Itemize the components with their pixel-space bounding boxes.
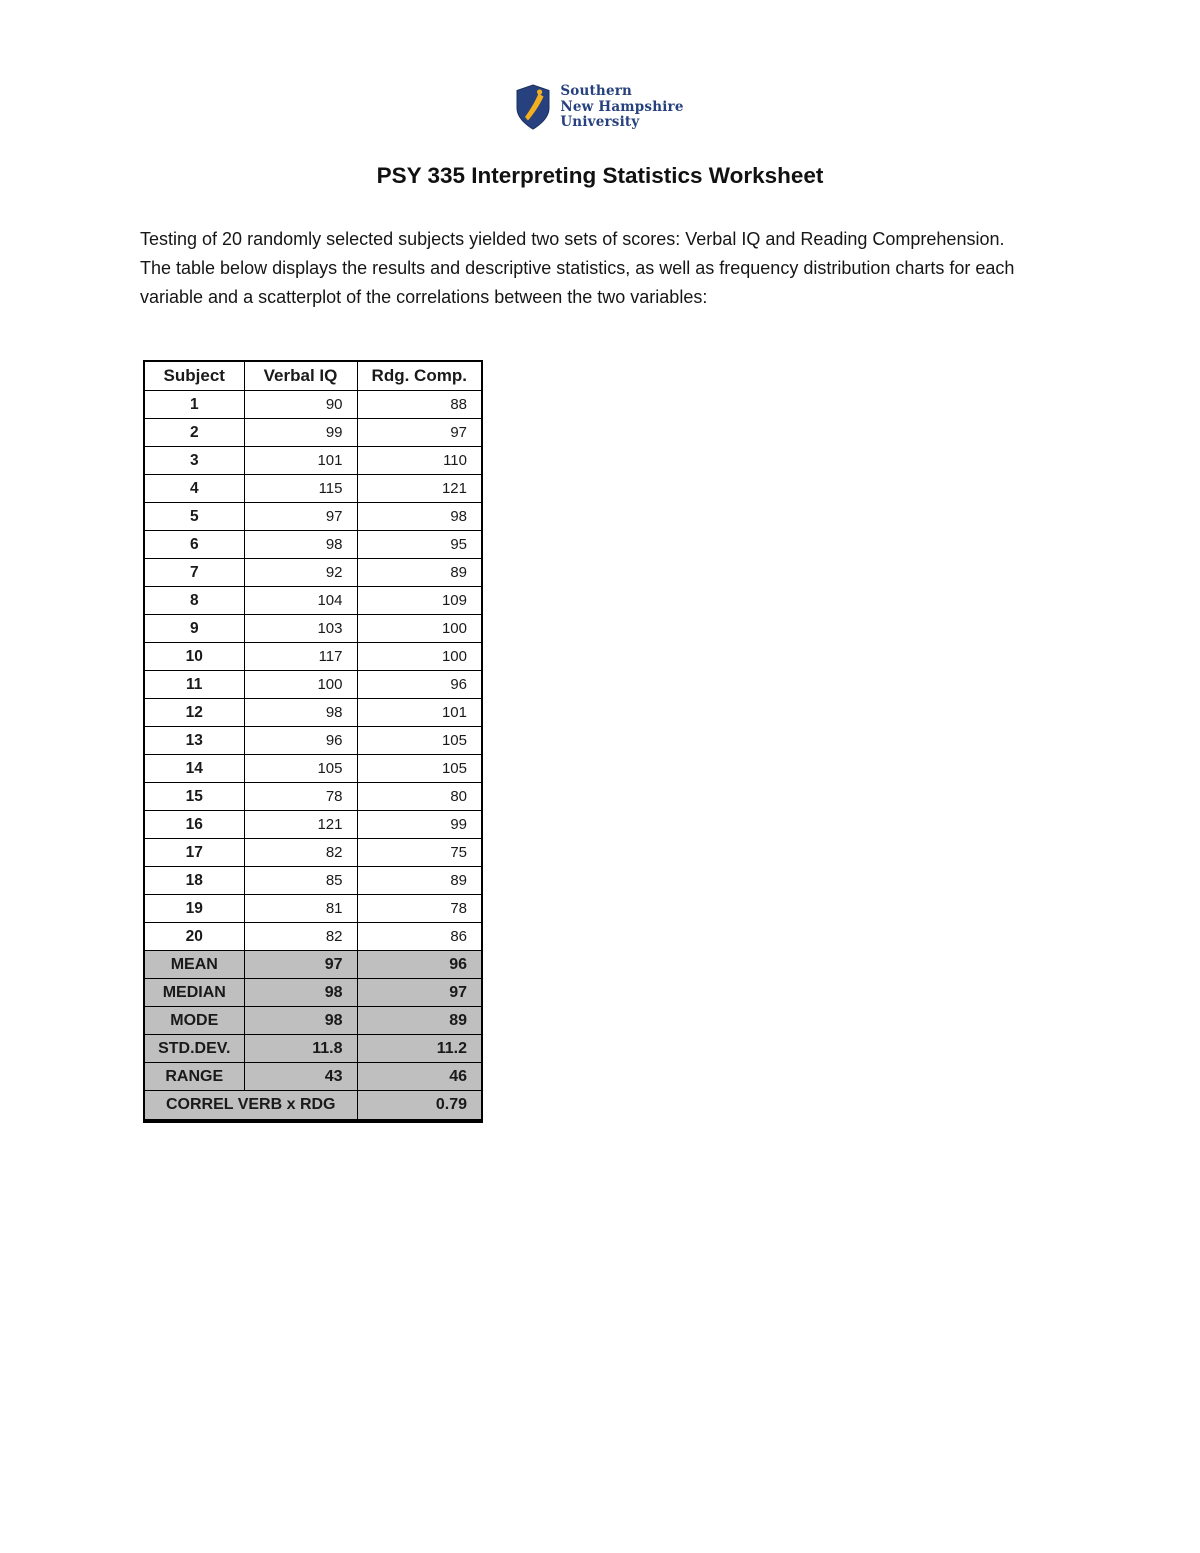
subject-cell: 3: [144, 447, 244, 475]
summary-row: [144, 1063, 482, 1091]
verbal-iq-cell: 101: [244, 447, 357, 475]
table-row: [144, 839, 482, 867]
subject-cell: 9: [144, 615, 244, 643]
verbal-iq-stat-cell: 43: [244, 1063, 357, 1091]
rdg-comp-cell: 101: [357, 699, 482, 727]
subject-cell: 12: [144, 699, 244, 727]
table-row: [144, 671, 482, 699]
logo-line-2: New Hampshire: [560, 98, 684, 115]
subject-cell: 8: [144, 587, 244, 615]
page-title: PSY 335 Interpreting Statistics Worksheet: [376, 162, 824, 188]
rdg-comp-cell: 100: [357, 615, 482, 643]
subject-cell: 17: [144, 839, 244, 867]
verbal-iq-stat-cell: 98: [244, 1007, 357, 1035]
col-header-verbal-iq: Verbal IQ: [244, 361, 357, 391]
verbal-iq-stat-cell: 97: [244, 951, 357, 979]
verbal-iq-cell: 96: [244, 727, 357, 755]
rdg-comp-cell: 95: [357, 531, 482, 559]
rdg-comp-cell: 105: [357, 755, 482, 783]
rdg-comp-stat-cell: 46: [357, 1063, 482, 1091]
rdg-comp-stat-cell: 89: [357, 1007, 482, 1035]
col-header-rdg-comp: Rdg. Comp.: [357, 361, 482, 391]
rdg-comp-cell: 109: [357, 587, 482, 615]
verbal-iq-cell: 92: [244, 559, 357, 587]
summary-row: [144, 951, 482, 979]
stats-table: [143, 360, 483, 1123]
logo-wordmark: [560, 84, 683, 131]
verbal-iq-cell: 82: [244, 923, 357, 951]
verbal-iq-cell: 82: [244, 839, 357, 867]
rdg-comp-cell: 121: [357, 475, 482, 503]
stat-label-cell: MEAN: [144, 951, 244, 979]
correl-row: [144, 1091, 482, 1121]
rdg-comp-cell: 86: [357, 923, 482, 951]
verbal-iq-stat-cell: 11.8: [244, 1035, 357, 1063]
verbal-iq-cell: 103: [244, 615, 357, 643]
rdg-comp-cell: 99: [357, 811, 482, 839]
logo-line-1: Southern: [560, 83, 633, 99]
rdg-comp-cell: 96: [357, 671, 482, 699]
verbal-iq-cell: 104: [244, 587, 357, 615]
subject-cell: 10: [144, 643, 244, 671]
table-row: [144, 867, 482, 895]
table-row: [144, 559, 482, 587]
table-row: [144, 699, 482, 727]
rdg-comp-cell: 78: [357, 895, 482, 923]
table-row: [144, 475, 482, 503]
rdg-comp-cell: 89: [357, 867, 482, 895]
rdg-comp-cell: 97: [357, 419, 482, 447]
subject-cell: 15: [144, 783, 244, 811]
rdg-comp-cell: 110: [357, 447, 482, 475]
verbal-iq-cell: 105: [244, 755, 357, 783]
table-row: [144, 587, 482, 615]
verbal-iq-cell: 81: [244, 895, 357, 923]
subject-cell: 5: [144, 503, 244, 531]
summary-rows: [144, 951, 482, 1091]
table-row: [144, 755, 482, 783]
subject-cell: 14: [144, 755, 244, 783]
snhu-logo: [0, 84, 1200, 131]
verbal-iq-cell: 117: [244, 643, 357, 671]
subject-cell: 6: [144, 531, 244, 559]
stat-label-cell: RANGE: [144, 1063, 244, 1091]
summary-row: [144, 1007, 482, 1035]
summary-row: [144, 979, 482, 1007]
table-row: [144, 727, 482, 755]
table-row: [144, 419, 482, 447]
subject-cell: 4: [144, 475, 244, 503]
rdg-comp-cell: 89: [357, 559, 482, 587]
table-row: [144, 643, 482, 671]
verbal-iq-cell: 99: [244, 419, 357, 447]
verbal-iq-cell: 78: [244, 783, 357, 811]
table-row: [144, 447, 482, 475]
intro-paragraph: Testing of 20 randomly selected subjects yielded two sets of scores: Verbal IQ and Reading Comprehension. The table below displays the results and descriptive statistics, as well as frequency distribution charts for each variable and a scatterplot of the correlations between the two variables:: [140, 228, 1015, 307]
table-row: [144, 531, 482, 559]
subject-cell: 2: [144, 419, 244, 447]
header-row: [144, 361, 482, 391]
rdg-comp-cell: 88: [357, 391, 482, 419]
correl-value-cell: 0.79: [357, 1091, 482, 1121]
table-row: [144, 615, 482, 643]
verbal-iq-cell: 100: [244, 671, 357, 699]
rdg-comp-stat-cell: 11.2: [357, 1035, 482, 1063]
table-row: [144, 811, 482, 839]
table-row: [144, 503, 482, 531]
rdg-comp-cell: 100: [357, 643, 482, 671]
rdg-comp-cell: 105: [357, 727, 482, 755]
verbal-iq-cell: 97: [244, 503, 357, 531]
data-rows: [144, 391, 482, 951]
verbal-iq-stat-cell: 98: [244, 979, 357, 1007]
subject-cell: 1: [144, 391, 244, 419]
verbal-iq-cell: 121: [244, 811, 357, 839]
stat-label-cell: MEDIAN: [144, 979, 244, 1007]
col-header-subject: Subject: [144, 361, 244, 391]
subject-cell: 7: [144, 559, 244, 587]
rdg-comp-cell: 75: [357, 839, 482, 867]
stat-label-cell: STD.DEV.: [144, 1035, 244, 1063]
subject-cell: 19: [144, 895, 244, 923]
rdg-comp-cell: 98: [357, 503, 482, 531]
rdg-comp-stat-cell: 96: [357, 951, 482, 979]
verbal-iq-cell: 90: [244, 391, 357, 419]
subject-cell: 13: [144, 727, 244, 755]
subject-cell: 16: [144, 811, 244, 839]
logo-line-3: University: [560, 114, 640, 130]
subject-cell: 11: [144, 671, 244, 699]
summary-row: [144, 1035, 482, 1063]
verbal-iq-cell: 98: [244, 531, 357, 559]
rdg-comp-stat-cell: 97: [357, 979, 482, 1007]
subject-cell: 20: [144, 923, 244, 951]
rdg-comp-cell: 80: [357, 783, 482, 811]
correl-label-cell: CORREL VERB x RDG: [144, 1091, 357, 1121]
table-row: [144, 923, 482, 951]
verbal-iq-cell: 115: [244, 475, 357, 503]
subject-cell: 18: [144, 867, 244, 895]
table-row: [144, 783, 482, 811]
table-row: [144, 391, 482, 419]
verbal-iq-cell: 85: [244, 867, 357, 895]
stat-label-cell: MODE: [144, 1007, 244, 1035]
table-row: [144, 895, 482, 923]
verbal-iq-cell: 98: [244, 699, 357, 727]
shield-icon: [516, 84, 550, 130]
